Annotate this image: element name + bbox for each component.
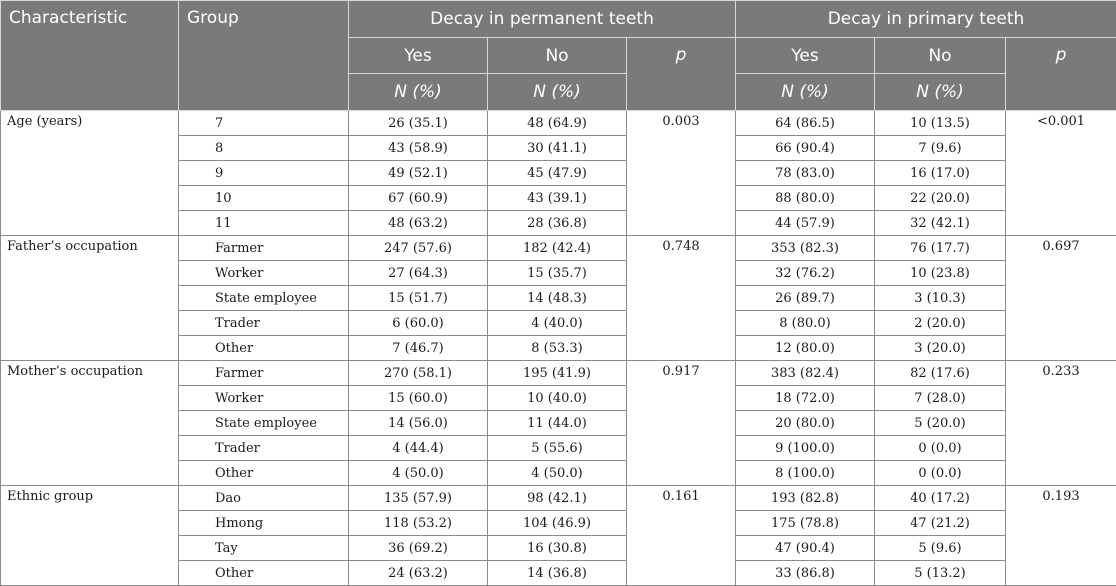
- primary-no-cell: 2 (20.0): [875, 311, 1006, 336]
- header-permanent-p: p: [627, 38, 736, 111]
- characteristic-cell: Ethnic group: [1, 486, 179, 586]
- primary-no-cell: 7 (28.0): [875, 386, 1006, 411]
- primary-yes-cell: 8 (100.0): [736, 461, 875, 486]
- permanent-p-cell: 0.917: [627, 361, 736, 486]
- primary-yes-cell: 32 (76.2): [736, 261, 875, 286]
- permanent-no-cell: 8 (53.3): [488, 336, 627, 361]
- permanent-no-cell: 30 (41.1): [488, 136, 627, 161]
- permanent-yes-cell: 49 (52.1): [349, 161, 488, 186]
- primary-no-cell: 7 (9.6): [875, 136, 1006, 161]
- permanent-yes-cell: 15 (60.0): [349, 386, 488, 411]
- header-permanent-no-n: N (%): [488, 74, 627, 111]
- group-cell: 8: [179, 136, 349, 161]
- permanent-yes-cell: 270 (58.1): [349, 361, 488, 386]
- header-permanent-yes: Yes: [349, 38, 488, 74]
- header-group: Group: [179, 1, 349, 111]
- group-cell: Other: [179, 336, 349, 361]
- permanent-yes-cell: 43 (58.9): [349, 136, 488, 161]
- group-cell: Dao: [179, 486, 349, 511]
- header-primary-yes-n: N (%): [736, 74, 875, 111]
- permanent-no-cell: 5 (55.6): [488, 436, 627, 461]
- group-cell: State employee: [179, 411, 349, 436]
- table-row: [1, 236, 1116, 261]
- permanent-no-cell: 14 (48.3): [488, 286, 627, 311]
- primary-yes-cell: 383 (82.4): [736, 361, 875, 386]
- group-cell: Farmer: [179, 236, 349, 261]
- primary-no-cell: 82 (17.6): [875, 361, 1006, 386]
- group-cell: State employee: [179, 286, 349, 311]
- primary-p-cell: <0.001: [1006, 111, 1116, 236]
- primary-no-cell: 22 (20.0): [875, 186, 1006, 211]
- header-primary-yes: Yes: [736, 38, 875, 74]
- header-permanent-teeth: Decay in permanent teeth: [349, 1, 736, 38]
- group-cell: 7: [179, 111, 349, 136]
- primary-yes-cell: 33 (86.8): [736, 561, 875, 586]
- permanent-yes-cell: 67 (60.9): [349, 186, 488, 211]
- characteristic-cell: Father’s occupation: [1, 236, 179, 361]
- permanent-no-cell: 11 (44.0): [488, 411, 627, 436]
- primary-no-cell: 5 (13.2): [875, 561, 1006, 586]
- primary-yes-cell: 353 (82.3): [736, 236, 875, 261]
- permanent-no-cell: 98 (42.1): [488, 486, 627, 511]
- primary-no-cell: 10 (23.8): [875, 261, 1006, 286]
- permanent-yes-cell: 4 (44.4): [349, 436, 488, 461]
- permanent-yes-cell: 14 (56.0): [349, 411, 488, 436]
- table-row: [1, 486, 1116, 511]
- header-characteristic: Characteristic: [1, 1, 179, 111]
- primary-no-cell: 40 (17.2): [875, 486, 1006, 511]
- permanent-no-cell: 43 (39.1): [488, 186, 627, 211]
- group-cell: 10: [179, 186, 349, 211]
- permanent-yes-cell: 118 (53.2): [349, 511, 488, 536]
- permanent-yes-cell: 4 (50.0): [349, 461, 488, 486]
- primary-yes-cell: 175 (78.8): [736, 511, 875, 536]
- group-cell: Worker: [179, 261, 349, 286]
- primary-no-cell: 5 (20.0): [875, 411, 1006, 436]
- group-cell: Trader: [179, 436, 349, 461]
- permanent-yes-cell: 135 (57.9): [349, 486, 488, 511]
- group-cell: Worker: [179, 386, 349, 411]
- permanent-yes-cell: 48 (63.2): [349, 211, 488, 236]
- primary-yes-cell: 193 (82.8): [736, 486, 875, 511]
- permanent-yes-cell: 36 (69.2): [349, 536, 488, 561]
- permanent-no-cell: 4 (40.0): [488, 311, 627, 336]
- table-header: [1, 1, 1116, 111]
- permanent-yes-cell: 6 (60.0): [349, 311, 488, 336]
- primary-yes-cell: 12 (80.0): [736, 336, 875, 361]
- permanent-no-cell: 48 (64.9): [488, 111, 627, 136]
- group-cell: 11: [179, 211, 349, 236]
- primary-yes-cell: 44 (57.9): [736, 211, 875, 236]
- table-row: [1, 361, 1116, 386]
- primary-no-cell: 5 (9.6): [875, 536, 1006, 561]
- primary-no-cell: 3 (20.0): [875, 336, 1006, 361]
- group-cell: Trader: [179, 311, 349, 336]
- primary-no-cell: 0 (0.0): [875, 436, 1006, 461]
- group-cell: Tay: [179, 536, 349, 561]
- primary-p-cell: 0.697: [1006, 236, 1116, 361]
- permanent-no-cell: 15 (35.7): [488, 261, 627, 286]
- characteristic-cell: Age (years): [1, 111, 179, 236]
- primary-yes-cell: 78 (83.0): [736, 161, 875, 186]
- primary-p-cell: 0.193: [1006, 486, 1116, 586]
- permanent-yes-cell: 247 (57.6): [349, 236, 488, 261]
- permanent-no-cell: 16 (30.8): [488, 536, 627, 561]
- header-permanent-yes-n: N (%): [349, 74, 488, 111]
- primary-yes-cell: 26 (89.7): [736, 286, 875, 311]
- primary-no-cell: 76 (17.7): [875, 236, 1006, 261]
- primary-no-cell: 16 (17.0): [875, 161, 1006, 186]
- group-cell: Other: [179, 461, 349, 486]
- permanent-p-cell: 0.003: [627, 111, 736, 236]
- primary-yes-cell: 47 (90.4): [736, 536, 875, 561]
- table-row: [1, 111, 1116, 136]
- header-permanent-no: No: [488, 38, 627, 74]
- primary-yes-cell: 18 (72.0): [736, 386, 875, 411]
- permanent-no-cell: 14 (36.8): [488, 561, 627, 586]
- primary-no-cell: 32 (42.1): [875, 211, 1006, 236]
- characteristic-cell: Mother’s occupation: [1, 361, 179, 486]
- primary-p-cell: 0.233: [1006, 361, 1116, 486]
- permanent-no-cell: 45 (47.9): [488, 161, 627, 186]
- primary-yes-cell: 64 (86.5): [736, 111, 875, 136]
- primary-yes-cell: 8 (80.0): [736, 311, 875, 336]
- header-primary-no: No: [875, 38, 1006, 74]
- primary-yes-cell: 9 (100.0): [736, 436, 875, 461]
- header-primary-p: p: [1006, 38, 1116, 111]
- primary-no-cell: 0 (0.0): [875, 461, 1006, 486]
- permanent-no-cell: 28 (36.8): [488, 211, 627, 236]
- primary-yes-cell: 20 (80.0): [736, 411, 875, 436]
- group-cell: Hmong: [179, 511, 349, 536]
- permanent-no-cell: 104 (46.9): [488, 511, 627, 536]
- permanent-yes-cell: 7 (46.7): [349, 336, 488, 361]
- permanent-p-cell: 0.748: [627, 236, 736, 361]
- primary-no-cell: 10 (13.5): [875, 111, 1006, 136]
- permanent-yes-cell: 26 (35.1): [349, 111, 488, 136]
- permanent-no-cell: 4 (50.0): [488, 461, 627, 486]
- table-body: [1, 111, 1116, 586]
- primary-yes-cell: 88 (80.0): [736, 186, 875, 211]
- permanent-no-cell: 10 (40.0): [488, 386, 627, 411]
- primary-no-cell: 3 (10.3): [875, 286, 1006, 311]
- permanent-yes-cell: 24 (63.2): [349, 561, 488, 586]
- group-cell: 9: [179, 161, 349, 186]
- permanent-no-cell: 182 (42.4): [488, 236, 627, 261]
- primary-no-cell: 47 (21.2): [875, 511, 1006, 536]
- header-primary-no-n: N (%): [875, 74, 1006, 111]
- group-cell: Other: [179, 561, 349, 586]
- group-cell: Farmer: [179, 361, 349, 386]
- permanent-yes-cell: 15 (51.7): [349, 286, 488, 311]
- header-primary-teeth: Decay in primary teeth: [736, 1, 1116, 38]
- permanent-p-cell: 0.161: [627, 486, 736, 586]
- permanent-yes-cell: 27 (64.3): [349, 261, 488, 286]
- primary-yes-cell: 66 (90.4): [736, 136, 875, 161]
- permanent-no-cell: 195 (41.9): [488, 361, 627, 386]
